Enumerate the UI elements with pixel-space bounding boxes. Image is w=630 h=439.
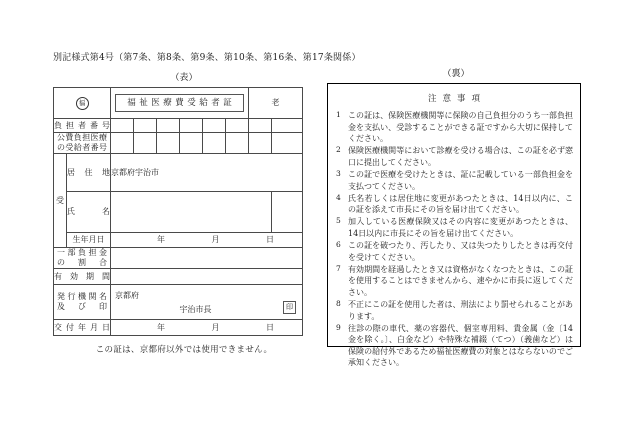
form-code-heading: 別記様式第4号（第7条、第8条、第9条、第10条、第16条、第17条関係）: [53, 53, 361, 63]
public-expense-digit[interactable]: [111, 133, 134, 154]
birthdate-year-unit: 年: [156, 235, 165, 244]
name-extra-cell[interactable]: [272, 192, 303, 233]
certificate-table: [53, 87, 303, 336]
public-expense-digit[interactable]: [249, 133, 272, 154]
birthdate-month-unit: 月: [211, 235, 220, 244]
payer-number-digit[interactable]: [134, 119, 157, 133]
note-number: 2: [336, 145, 341, 155]
issuer-row: [54, 285, 303, 320]
public-expense-digit[interactable]: [180, 133, 203, 154]
note-item: [335, 145, 573, 168]
note-item: [335, 240, 573, 263]
issue-date-month-unit: 月: [211, 322, 220, 332]
notes-list: [335, 110, 573, 369]
residence-value[interactable]: 京都府宇治市: [111, 154, 303, 192]
birthdate-label: 生年月日: [67, 233, 111, 248]
birthdate-day-unit: 日: [266, 235, 275, 244]
residence-label: 居住地: [67, 154, 111, 192]
note-text: 不正にこの証を使用した者は、刑法により罰せられることがあります。: [348, 300, 573, 321]
public-expense-digit[interactable]: [272, 133, 303, 154]
name-row: [54, 192, 303, 233]
public-expense-number-label: 公費負担医療 の受給者番号: [54, 133, 111, 154]
note-number: 9: [336, 322, 341, 332]
issue-date-value[interactable]: [111, 320, 303, 336]
note-item: [335, 110, 573, 145]
issue-date-year-unit: 年: [156, 322, 165, 332]
note-number: 8: [336, 299, 341, 308]
issuer-mayor: 宇治市長: [179, 305, 212, 314]
notes-title: 注意事項: [427, 94, 486, 104]
note-number: 5: [336, 216, 341, 226]
issuer-label: 発行機関名 及び印: [54, 285, 111, 320]
welfare-mark-cell: [54, 88, 111, 119]
payer-number-digit[interactable]: [272, 119, 303, 133]
valid-period-row: [54, 269, 303, 285]
note-number: 3: [336, 168, 341, 178]
copayment-row: [54, 248, 303, 269]
birthdate-row: [54, 233, 303, 248]
public-expense-number-row: [54, 133, 303, 154]
payer-number-digit[interactable]: [111, 119, 134, 133]
note-text: この証を破つたり、汚したり、又は失つたりしたときは再交付を受けてください。: [348, 241, 573, 262]
issuer-prefecture: 京都府: [115, 291, 139, 300]
certificate-title: 福祉医療費受給者証: [115, 94, 245, 113]
note-text: 氏名若しくは居住地に変更があつたときは、14日以内に、この証を添えて市長にその旨を届け出てください。: [348, 193, 573, 215]
notes-box: [327, 83, 581, 368]
public-expense-digit[interactable]: [134, 133, 157, 154]
issue-date-row: [54, 320, 303, 336]
payer-number-digit[interactable]: [226, 119, 249, 133]
copayment-label: 一部負担金 の割合: [54, 248, 111, 269]
back-side-label: （裏）: [442, 69, 470, 79]
recipient-vertical-label-ju: 受: [54, 154, 67, 248]
right-spacer: [327, 50, 585, 66]
note-item: [335, 323, 573, 369]
aged-category-mark: 老: [249, 88, 303, 119]
note-number: 6: [336, 240, 341, 250]
copayment-value[interactable]: [111, 248, 303, 269]
note-text: この証は、保険医療機関等に保険の自己負担分のうち一部負担金を支払い、受診することができる証ですから大切に保持してください。: [348, 111, 573, 144]
valid-period-value[interactable]: [111, 269, 303, 285]
front-side-section: [53, 50, 361, 355]
public-expense-digit[interactable]: [226, 133, 249, 154]
seal-stamp-icon: 印: [283, 301, 296, 314]
birthdate-value[interactable]: [111, 233, 303, 248]
certificate-title-cell: [111, 88, 249, 119]
certificate-header-row: [54, 88, 303, 119]
front-side-label: （表）: [170, 73, 198, 83]
note-text: 保険医療機関等において診療を受ける場合は、この証を必ず窓口に提出してください。: [348, 146, 573, 167]
note-number: 4: [336, 192, 341, 202]
note-number: 1: [336, 110, 341, 119]
circled-fuku-icon: 福: [76, 97, 89, 110]
note-text: 有効期間を経過したとき又は資格がなくなつたときは、この証を使用することはできませんから、速やかに市長に返してください。: [348, 264, 573, 297]
public-expense-digit[interactable]: [203, 133, 226, 154]
name-value[interactable]: [111, 192, 272, 233]
issue-date-day-unit: 日: [266, 322, 275, 332]
payer-number-digit[interactable]: [180, 119, 203, 133]
public-expense-digit[interactable]: [157, 133, 180, 154]
note-text: 往診の際の車代、薬の容器代、個室専用料、貴金属（金〔14金を除く。〕、白金など）や特殊な補綴（てつ）（義歯など）は保険の給付外であるため福祉医療費の対象とはならないのでご承知ください。: [348, 323, 573, 368]
note-item: [335, 264, 573, 299]
front-footnote: この証は、京都府以外では使用できません。: [95, 345, 273, 355]
payer-number-label: 負担者番号: [54, 119, 111, 133]
payer-number-digit[interactable]: [157, 119, 180, 133]
note-text: 加入している医療保険又はその内容に変更があつたときは、14日以内に市長にその旨を届け出てください。: [348, 217, 573, 238]
payer-number-digit[interactable]: [249, 119, 272, 133]
note-item: [335, 169, 573, 192]
payer-number-row: [54, 119, 303, 133]
residence-row: [54, 154, 303, 192]
note-number: 7: [336, 263, 341, 273]
note-item: [335, 193, 573, 216]
back-side-section: [327, 50, 585, 368]
note-item: [335, 216, 573, 239]
note-text: この証で医療を受けたときは、証に記載している一部負担金を支払つてください。: [348, 169, 573, 191]
note-item: [335, 299, 573, 322]
name-label: 氏名: [67, 192, 111, 233]
payer-number-digit[interactable]: [203, 119, 226, 133]
valid-period-label: 有効期間: [54, 269, 111, 285]
issue-date-label: 交付年月日: [54, 320, 111, 336]
issuer-value-cell[interactable]: [111, 285, 303, 320]
